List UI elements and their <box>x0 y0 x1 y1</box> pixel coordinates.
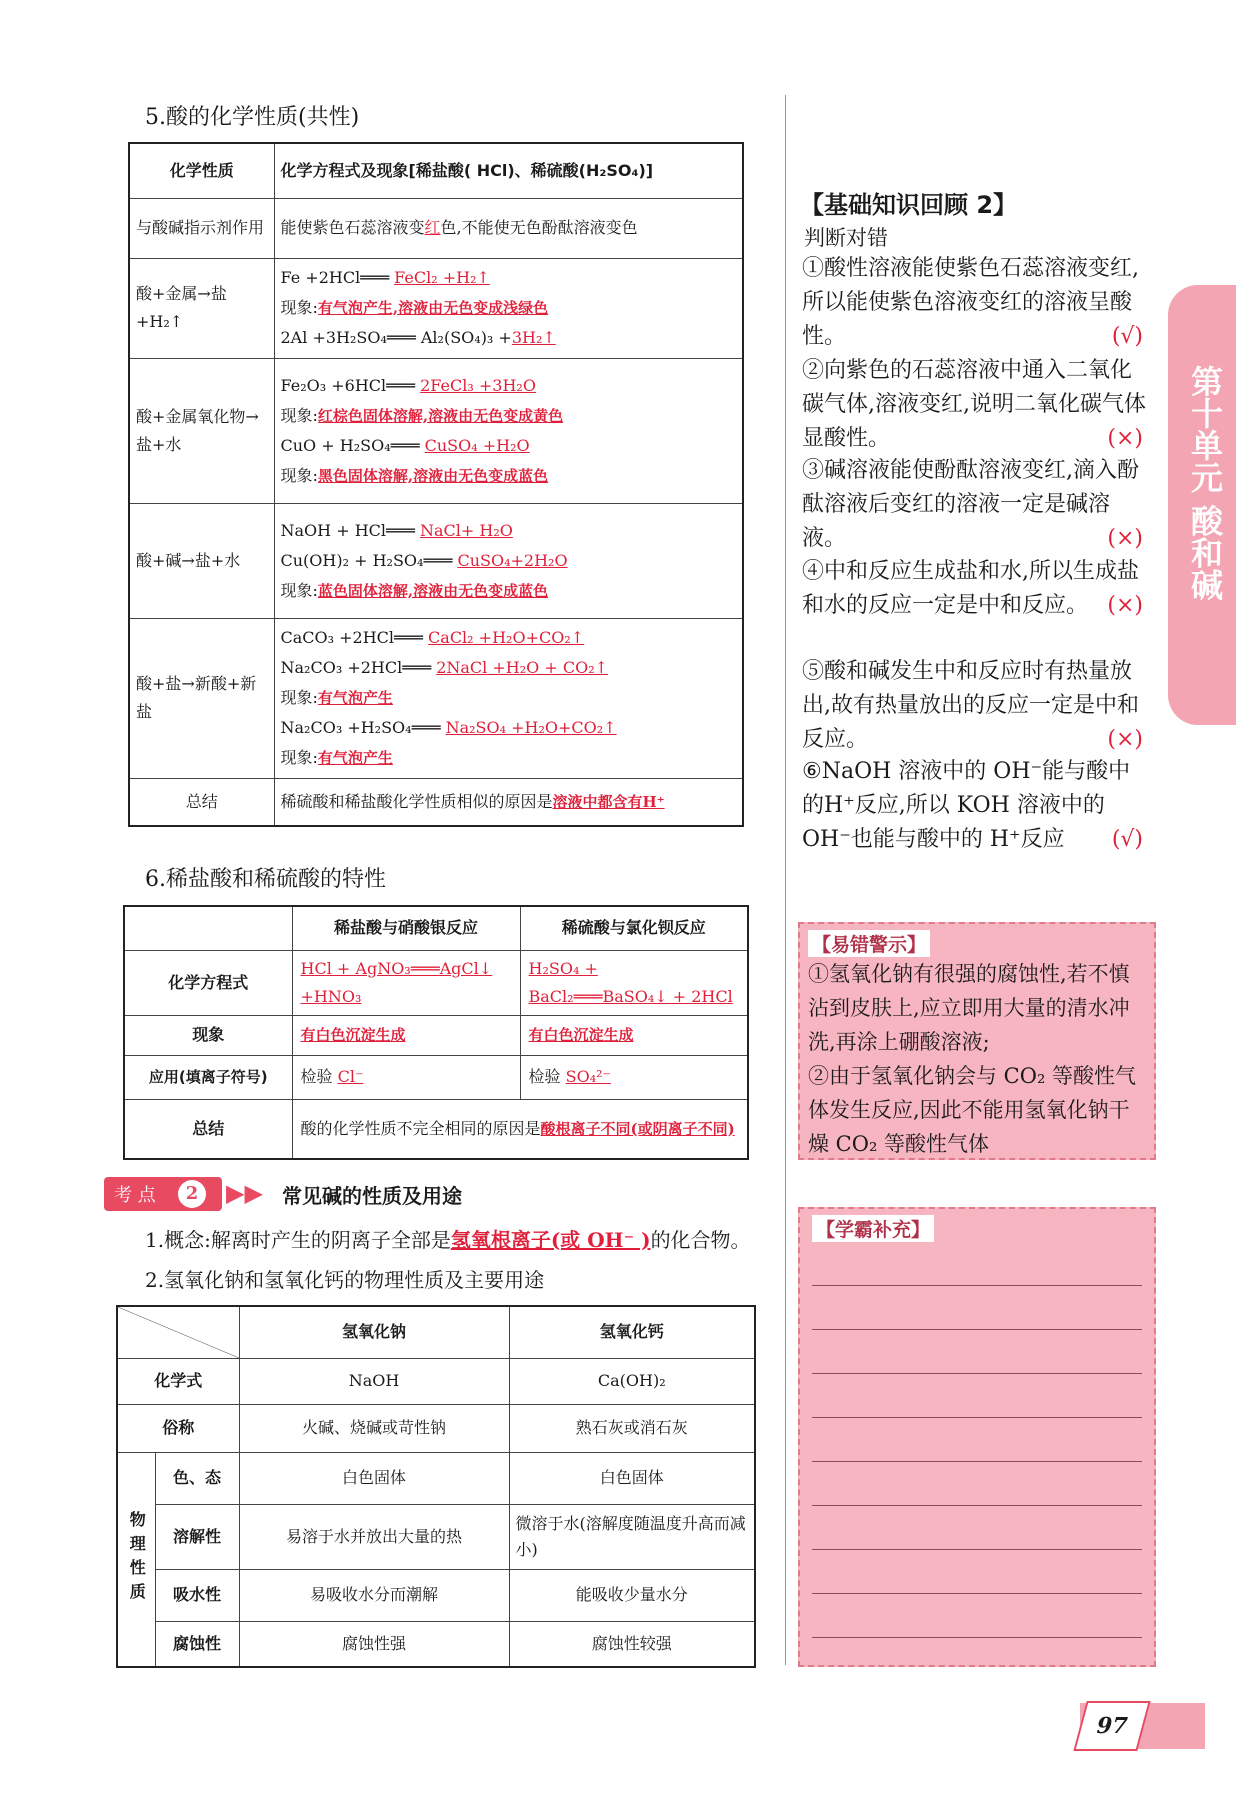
review-title: 【基础知识回顾 2】 <box>800 191 1018 219</box>
question-5: ⑤酸和碱发生中和反应时有热量放出,故有热量放出的反应一定是中和反应。 (×) <box>802 659 1143 752</box>
phenomenon-hcl: 有白色沉淀生成 <box>292 1015 520 1055</box>
row-label: 应用(填离子符号) <box>124 1055 292 1099</box>
row-label: 吸水性 <box>155 1569 239 1621</box>
row-content: 能使紫色石蕊溶液变红色,不能使无色酚酞溶液变色 <box>274 198 743 258</box>
header-property: 化学性质 <box>129 143 274 198</box>
row-content: 稀硫酸和稀盐酸化学性质相似的原因是溶液中都含有H⁺ <box>274 778 743 826</box>
row-label: 总结 <box>124 1099 292 1159</box>
summary-content: 酸的化学性质不完全相同的原因是酸根离子不同(或阴离子不同) <box>292 1099 748 1159</box>
kaodian-title: 常见碱的性质及用途 <box>282 1184 462 1208</box>
row-label: 酸+碱→盐+水 <box>129 503 274 618</box>
row-label: 酸+金属→盐+H₂↑ <box>129 258 274 358</box>
acid-specific-table <box>123 905 749 1160</box>
question-4: ④中和反应生成盐和水,所以生成盐和水的反应一定是中和反应。 (×) <box>802 559 1143 618</box>
base-properties-table: 氢氧化钠 氢氧化钙 化学式 NaOH Ca(OH)₂ 俗称 火碱、烧碱或苛性钠 熟石灰或消石灰 物理性质 色、态 白色固体 白色固体 溶解性 易溶于水并放出大量的热 微溶于水(溶解度随温度升高而减小) 吸水性 易吸收水分而潮解 能吸收少量水分 腐蚀性 腐蚀性强 腐蚀性较强 <box>116 1305 756 1668</box>
phenomenon-h2so4: 有白色沉淀生成 <box>520 1015 748 1055</box>
question-6: ⑥NaOH 溶液中的 OH⁻能与酸中的H⁺反应,所以 KOH 溶液中的 OH⁻也能与酸中的 H⁺反应 (√) <box>802 759 1143 852</box>
row-content: Fe +2HCl═══ FeCl₂ +H₂↑ 现象:有气泡产生,溶液由无色变成浅绿色 2Al +3H₂SO₄═══ Al₂(SO₄)₃ +3H₂↑ <box>274 258 743 358</box>
page-number: 97 <box>1073 1701 1150 1751</box>
row-label: 现象 <box>124 1015 292 1055</box>
row-label: 与酸碱指示剂作用 <box>129 198 274 258</box>
row-label: 色、态 <box>155 1452 239 1504</box>
writing-lines <box>812 1242 1142 1638</box>
question-1: ①酸性溶液能使紫色石蕊溶液变红,所以能使紫色溶液变红的溶液呈酸性。 (√) <box>802 256 1143 349</box>
concept-line: 1.概念:解离时产生的阴离子全部是氢氧根离子(或 OH⁻ )的化合物。 <box>145 1228 751 1252</box>
row-label: 化学方程式 <box>124 950 292 1015</box>
question-3: ③碱溶液能使酚酞溶液变红,滴入酚酞溶液后变红的溶液一定是碱溶液。 (×) <box>802 458 1143 551</box>
row-label: 腐蚀性 <box>155 1621 239 1667</box>
row-content: Fe₂O₃ +6HCl═══ 2FeCl₃ +3H₂O 现象:红棕色固体溶解,溶液由无色变成黄色 CuO + H₂SO₄═══ CuSO₄ +H₂O 现象:黑色固体溶解,溶液由无色变成蓝色 <box>274 358 743 503</box>
section-5-title: 5.酸的化学性质(共性) <box>145 105 360 130</box>
row-label: 化学式 <box>117 1358 239 1404</box>
header-caoh2: 氢氧化钙 <box>509 1306 755 1358</box>
kaodian-badge: 考 点 2 <box>104 1177 222 1211</box>
header-equation: 化学方程式及现象[稀盐酸( HCl)、稀硫酸(H₂SO₄)] <box>274 143 743 198</box>
application-hcl: 检验 Cl⁻ <box>292 1055 520 1099</box>
row-content: NaOH + HCl═══ NaCl+ H₂O Cu(OH)₂ + H₂SO₄═══ CuSO₄+2H₂O 现象:蓝色固体溶解,溶液由无色变成蓝色 <box>274 503 743 618</box>
review-subtitle: 判断对错 <box>804 226 888 250</box>
row-label: 俗称 <box>117 1404 239 1452</box>
equation-h2so4: H₂SO₄ + BaCl₂═══BaSO₄↓ + 2HCl <box>520 950 748 1015</box>
header-naoh: 氢氧化钠 <box>239 1306 509 1358</box>
column-divider <box>785 95 786 1665</box>
acid-properties-table <box>128 142 744 827</box>
application-h2so4: 检验 SO₄²⁻ <box>520 1055 748 1099</box>
row-label: 总结 <box>129 778 274 826</box>
section-2-title: 2.氢氧化钠和氢氧化钙的物理性质及主要用途 <box>145 1268 545 1292</box>
warning-box: 【易错警示】 ①氢氧化钠有很强的腐蚀性,若不慎沾到皮肤上,应立即用大量的清水冲洗,再涂上硼酸溶液; ②由于氢氧化钠会与 CO₂ 等酸性气体发生反应,因此不能用氢氧化钠干燥 CO₂ 等酸性气体 <box>798 922 1156 1160</box>
question-2: ②向紫色的石蕊溶液中通入二氧化碳气体,溶液变红,说明二氧化碳气体显酸性。 (×) <box>802 358 1146 451</box>
unit-side-tab: 第十单元 酸和碱 <box>1168 285 1236 725</box>
double-arrow-icon: ▶▶ <box>226 1178 263 1207</box>
row-content: CaCO₃ +2HCl═══ CaCl₂ +H₂O+CO₂↑ Na₂CO₃ +2HCl═══ 2NaCl +H₂O + CO₂↑ 现象:有气泡产生 Na₂CO₃ +H₂SO₄═══ Na₂SO₄ +H₂O+CO₂↑ 现象:有气泡产生 <box>274 618 743 778</box>
header-h2so4: 稀硫酸与氯化钡反应 <box>520 906 748 950</box>
row-label: 酸+盐→新酸+新盐 <box>129 618 274 778</box>
section-6-title: 6.稀盐酸和稀硫酸的特性 <box>145 867 386 892</box>
row-label: 酸+金属氧化物→盐+水 <box>129 358 274 503</box>
group-label: 物理性质 <box>117 1452 155 1667</box>
supplement-box: 【学霸补充】 <box>798 1207 1156 1667</box>
header-hcl: 稀盐酸与硝酸银反应 <box>292 906 520 950</box>
row-label: 溶解性 <box>155 1504 239 1569</box>
equation-hcl: HCl + AgNO₃═══AgCl↓ +HNO₃ <box>292 950 520 1015</box>
